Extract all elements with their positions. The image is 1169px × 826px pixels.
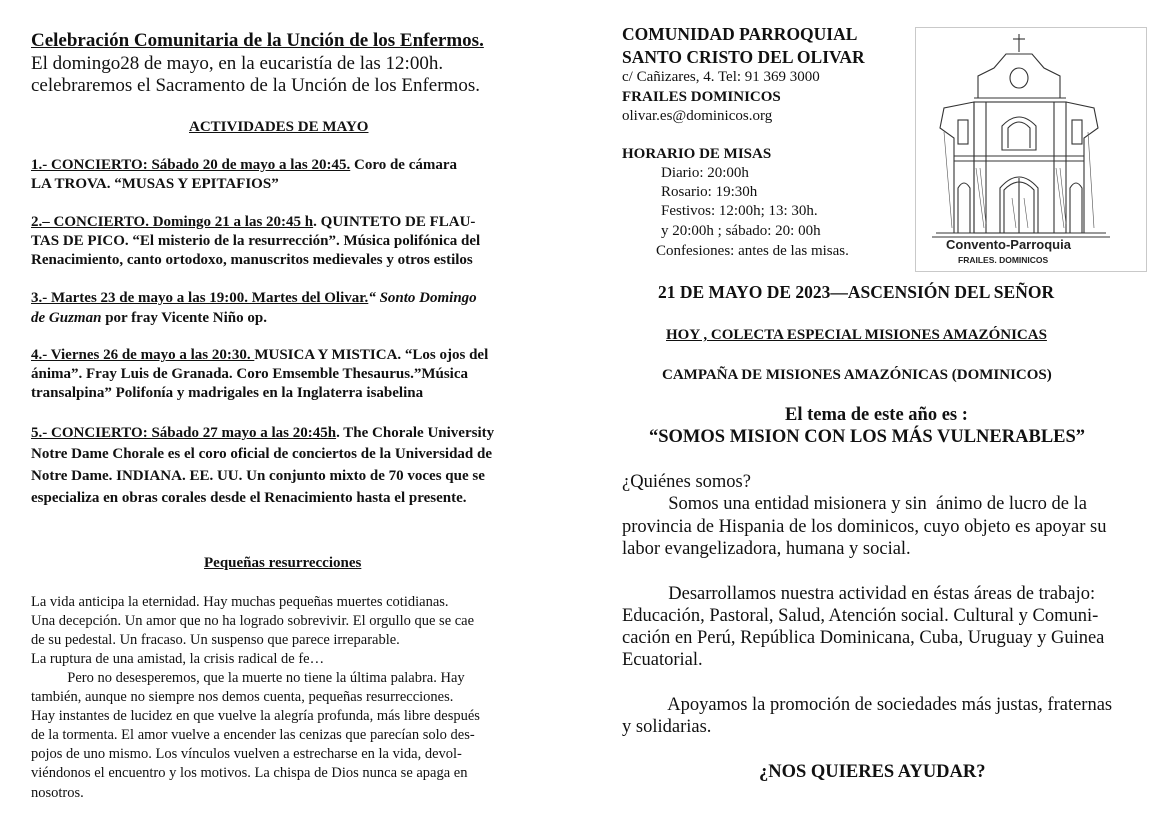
p2-line: Ecuatorial. bbox=[622, 650, 703, 670]
tema-line-1: El tema de este año es : bbox=[785, 405, 968, 425]
activity-1-line-1 bbox=[31, 157, 457, 174]
pequenas-line: de su pedestal. Un fracaso. Un suspenso que parece irreparable. bbox=[31, 632, 400, 648]
pequenas-line: Pero no desesperemos, que la muerte no tiene la última palabra. Hay bbox=[31, 670, 465, 686]
pequenas-line: pojos de uno mismo. Los vínculos vuelven a estrecharse en la vida, devol- bbox=[31, 746, 462, 762]
activity-5-rest: . The Chorale University bbox=[336, 425, 495, 441]
church-drawing bbox=[916, 28, 1146, 271]
activity-2-rest: . QUINTETO DE FLAU- bbox=[313, 214, 476, 230]
activity-2-heading: 2.– CONCIERTO. Domingo 21 a las 20:45 h bbox=[31, 214, 314, 230]
activity-4-line-2: ánima”. Fray Luis de Granada. Coro Emsemble Thesaurus.”Música bbox=[31, 366, 468, 382]
activity-3-line-2 bbox=[31, 310, 267, 327]
activity-1-rest: Coro de cámara bbox=[350, 157, 458, 173]
activity-5-line-4: especializa en obras corales desde el Renacimiento hasta el presente. bbox=[31, 490, 467, 506]
frailes-label: FRAILES DOMINICOS bbox=[622, 89, 781, 105]
activity-4-rest: MUSICA Y MISTICA. “Los ojos del bbox=[254, 347, 489, 363]
activity-3-italic-1: “ Sonto Domingo bbox=[368, 290, 477, 306]
pequenas-line: nosotros. bbox=[31, 785, 84, 801]
activity-5-line-2: Notre Dame Chorale es el coro oficial de conciertos de la Universidad de bbox=[31, 446, 493, 462]
p1-line: labor evangelizadora, humana y social. bbox=[622, 539, 911, 559]
pequenas-title: Pequeñas resurrecciones bbox=[204, 555, 362, 571]
p3-line: y solidarias. bbox=[622, 717, 712, 737]
activity-4-heading: 4.- Viernes 26 de mayo a las 20:30. bbox=[31, 347, 255, 363]
p2-line: cación en Perú, República Dominicana, Cuba, Uruguay y Guinea bbox=[622, 628, 1105, 648]
activity-2-line-2: TAS DE PICO. “El misterio de la resurrección”. Música polifónica del bbox=[31, 233, 481, 249]
colecta-title: HOY , COLECTA ESPECIAL MISIONES AMAZÓNICAS bbox=[666, 327, 1047, 343]
activity-3-italic-2: de Guzman bbox=[31, 310, 102, 326]
pequenas-line: La vida anticipa la eternidad. Hay muchas pequeñas muertes cotidianas. bbox=[31, 594, 449, 610]
activity-5-line-3: Notre Dame. INDIANA. EE. UU. Un conjunto mixto de 70 voces que se bbox=[31, 468, 485, 484]
ayudar-title: ¿NOS QUIERES AYUDAR? bbox=[759, 762, 986, 782]
activity-4-line-3: transalpina” Polifonía y madrigales en la Inglaterra isabelina bbox=[31, 385, 424, 401]
uncion-line-2: celebraremos el Sacramento de la Unción de los Enfermos. bbox=[31, 75, 480, 96]
pequenas-line: Una decepción. Un amor que no ha logrado sobrevivir. El orgullo que se cae bbox=[31, 613, 475, 629]
activity-3-line-1 bbox=[31, 290, 477, 307]
parish-address: c/ Cañizares, 4. Tel: 91 369 3000 bbox=[622, 69, 820, 85]
uncion-line-1: El domingo28 de mayo, en la eucaristía de las 12:00h. bbox=[31, 53, 444, 74]
pequenas-line: viéndonos el encuentro y los motivos. La chispa de Dios nunca se apaga en bbox=[31, 765, 468, 781]
horario-line: Festivos: 12:00h; 13: 30h. bbox=[661, 203, 818, 219]
image-caption-2: FRAILES. DOMINICOS bbox=[958, 255, 1049, 265]
activity-2-line-3: Renacimiento, canto ortodoxo, manuscritos medievales y otros estilos bbox=[31, 252, 473, 268]
parish-email: olivar.es@dominicos.org bbox=[622, 108, 773, 124]
activity-4-line-1 bbox=[31, 347, 488, 364]
activity-1-line-2: LA TROVA. “MUSAS Y EPITAFIOS” bbox=[31, 176, 279, 192]
uncion-title-dot: . bbox=[479, 30, 484, 51]
pequenas-line: La ruptura de una amistad, la crisis radical de fe… bbox=[31, 651, 325, 667]
uncion-title: Celebración Comunitaria de la Unción de los Enfermos bbox=[31, 30, 480, 51]
actividades-title: ACTIVIDADES DE MAYO bbox=[189, 119, 369, 135]
church-sketch-image bbox=[915, 27, 1147, 272]
horario-line: Diario: 20:00h bbox=[661, 165, 749, 181]
tema-line-2: “SOMOS MISION CON LOS MÁS VULNERABLES” bbox=[649, 427, 1086, 447]
horario-line: y 20:00h ; sábado: 20: 00h bbox=[661, 223, 821, 239]
p1-line: provincia de Hispania de los dominicos, cuyo objeto es apoyar su bbox=[622, 517, 1107, 537]
parish-name-line-2: SANTO CRISTO DEL OLIVAR bbox=[622, 47, 865, 67]
pequenas-line: también, aunque no siempre nos demos cuenta, pequeñas resurrecciones. bbox=[31, 689, 454, 705]
p3-line: Apoyamos la promoción de sociedades más justas, fraternas bbox=[622, 695, 1113, 715]
activity-1-heading: 1.- CONCIERTO: Sábado 20 de mayo a las 20:45. bbox=[31, 157, 351, 173]
image-caption-1: Convento-Parroquia bbox=[946, 237, 1071, 252]
campana-title: CAMPAÑA DE MISIONES AMAZÓNICAS (DOMINICOS) bbox=[662, 367, 1052, 383]
quienes-title: ¿Quiénes somos? bbox=[622, 472, 751, 492]
p2-line: Desarrollamos nuestra actividad en éstas áreas de trabajo: bbox=[622, 584, 1096, 604]
pequenas-line: de la tormenta. El amor vuelve a encender las cenizas que parecían solo des- bbox=[31, 727, 475, 743]
activity-3-rest: por fray Vicente Niño op. bbox=[101, 310, 267, 326]
p1-line: Somos una entidad misionera y sin ánimo de lucro de la bbox=[622, 494, 1087, 514]
pequenas-line: Hay instantes de lucidez en que vuelve la alegría profunda, más libre después bbox=[31, 708, 480, 724]
date-title: 21 DE MAYO DE 2023—ASCENSIÓN DEL SEÑOR bbox=[658, 282, 1055, 302]
activity-5-heading: 5.- CONCIERTO: Sábado 27 mayo a las 20:45h bbox=[31, 425, 337, 441]
activity-3-heading: 3.- Martes 23 de mayo a las 19:00. Martes del Olivar. bbox=[31, 290, 369, 306]
horario-line: Rosario: 19:30h bbox=[661, 184, 758, 200]
parish-name-line-1: COMUNIDAD PARROQUIAL bbox=[622, 24, 858, 44]
horario-line: Confesiones: antes de las misas. bbox=[656, 243, 849, 259]
horario-title: HORARIO DE MISAS bbox=[622, 146, 772, 162]
activity-2-line-1 bbox=[31, 214, 475, 231]
activity-5-line-1 bbox=[31, 425, 494, 442]
uncion-title-line bbox=[31, 30, 484, 52]
p2-line: Educación, Pastoral, Salud, Atención social. Cultural y Comuni- bbox=[622, 606, 1099, 626]
